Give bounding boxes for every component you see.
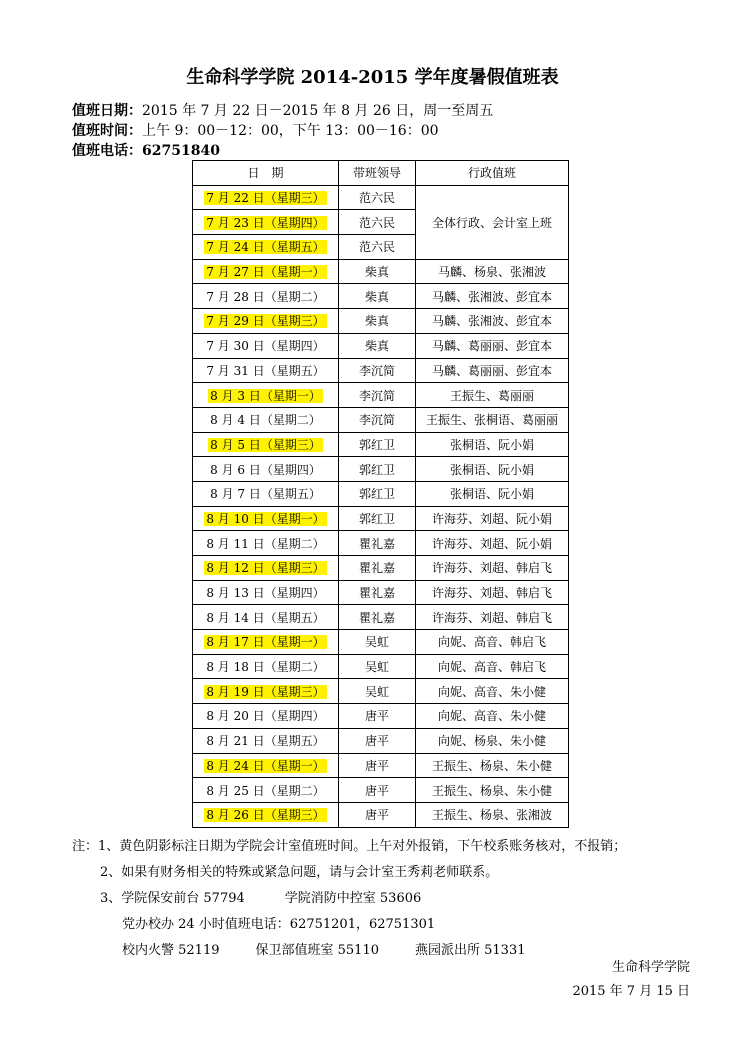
table-row <box>193 333 569 358</box>
leader-cell: 柴真 <box>339 259 416 284</box>
date-text: 8 月 11 日（星期二） <box>206 536 325 551</box>
date-cell <box>193 679 339 704</box>
table-row <box>193 284 569 309</box>
duty-cell: 向妮、高音、韩启飞 <box>416 630 569 655</box>
date-text: 8 月 3 日（星期一） <box>210 388 321 403</box>
leader-cell: 李沉简 <box>339 358 416 383</box>
date-cell <box>193 556 339 581</box>
duty-cell: 向妮、高音、朱小健 <box>416 704 569 729</box>
table-row <box>193 506 569 531</box>
duty-cell: 王振生、杨泉、朱小健 <box>416 753 569 778</box>
date-text: 7 月 27 日（星期一） <box>206 265 325 280</box>
table-row <box>193 704 569 729</box>
leader-cell: 柴真 <box>339 333 416 358</box>
leader-cell: 唐平 <box>339 802 416 827</box>
header-leader: 带班领导 <box>339 161 416 186</box>
date-cell <box>193 506 339 531</box>
date-cell <box>193 333 339 358</box>
date-text: 8 月 17 日（星期一） <box>206 635 325 650</box>
signature-date: 2015 年 7 月 15 日 <box>572 984 690 999</box>
date-text: 7 月 31 日（星期五） <box>206 363 325 378</box>
date-cell <box>193 605 339 630</box>
table-row <box>193 259 569 284</box>
table-row <box>193 654 569 679</box>
table-row <box>193 531 569 556</box>
date-cell <box>193 704 339 729</box>
note-5-police: 燕园派出所 51331 <box>415 943 526 958</box>
date-text: 7 月 23 日（星期四） <box>206 215 325 230</box>
table-row <box>193 309 569 334</box>
table-row <box>193 605 569 630</box>
duty-cell: 张桐语、阮小娟 <box>416 481 569 506</box>
table-row <box>193 358 569 383</box>
duty-cell: 向妮、杨泉、朱小健 <box>416 728 569 753</box>
date-cell <box>193 654 339 679</box>
date-text: 8 月 10 日（星期一） <box>206 511 325 526</box>
date-cell <box>193 383 339 408</box>
date-cell <box>193 284 339 309</box>
duty-cell: 向妮、高音、朱小健 <box>416 679 569 704</box>
duty-cell: 张桐语、阮小娟 <box>416 432 569 457</box>
date-text: 8 月 19 日（星期三） <box>206 684 325 699</box>
note-5-security-office: 保卫部值班室 55110 <box>255 943 379 958</box>
date-text: 8 月 25 日（星期二） <box>206 783 325 798</box>
duty-cell: 许海芬、刘超、韩启飞 <box>416 580 569 605</box>
duty-cell: 马麟、张湘波、彭宜本 <box>416 309 569 334</box>
date-cell <box>193 235 339 260</box>
date-text: 8 月 21 日（星期五） <box>206 734 325 749</box>
merged-duty-cell: 全体行政、会计室上班 <box>416 185 569 259</box>
table-row <box>193 802 569 827</box>
duty-cell: 马麟、杨泉、张湘波 <box>416 259 569 284</box>
duty-cell: 许海芬、刘超、韩启飞 <box>416 605 569 630</box>
date-text: 7 月 28 日（星期二） <box>206 289 325 304</box>
date-cell <box>193 481 339 506</box>
duty-phone: 值班电话：62751840 <box>72 143 220 159</box>
leader-cell: 柴真 <box>339 284 416 309</box>
date-cell <box>193 531 339 556</box>
date-cell <box>193 630 339 655</box>
note-2: 2、如果有财务相关的特殊或紧急问题，请与会计室王秀莉老师联系。 <box>100 865 499 880</box>
duty-cell: 许海芬、刘超、阮小娟 <box>416 506 569 531</box>
leader-cell: 李沉简 <box>339 407 416 432</box>
date-text: 7 月 22 日（星期三） <box>206 191 325 206</box>
date-text: 8 月 20 日（星期四） <box>206 709 325 724</box>
leader-cell: 唐平 <box>339 704 416 729</box>
leader-cell: 李沉简 <box>339 383 416 408</box>
date-text: 8 月 24 日（星期一） <box>206 758 325 773</box>
duty-cell: 张桐语、阮小娟 <box>416 457 569 482</box>
table-row <box>193 185 569 210</box>
table-row <box>193 728 569 753</box>
table-row <box>193 556 569 581</box>
leader-cell: 唐平 <box>339 753 416 778</box>
page-title: 生命科学学院 2014-2015 学年度暑假值班表 <box>186 67 559 88</box>
date-text: 8 月 5 日（星期三） <box>210 437 321 452</box>
notes <box>72 834 626 964</box>
table-row <box>193 432 569 457</box>
table-header-row <box>193 161 569 186</box>
leader-cell: 范六民 <box>339 235 416 260</box>
duty-dates: 值班日期：2015 年 7 月 22 日－2015 年 8 月 26 日，周一至周五 <box>72 103 494 119</box>
note-5-fire: 校内火警 52119 <box>122 943 220 958</box>
leader-cell: 瞿礼嘉 <box>339 531 416 556</box>
note-3 <box>72 886 626 912</box>
leader-cell: 范六民 <box>339 185 416 210</box>
date-cell <box>193 358 339 383</box>
date-text: 8 月 7 日（星期五） <box>210 487 321 502</box>
table-row <box>193 383 569 408</box>
date-text: 7 月 29 日（星期三） <box>206 314 325 329</box>
note-1: 注：1、黄色阴影标注日期为学院会计室值班时间。上午对外报销，下午校系账务核对，不报销； <box>72 839 627 854</box>
date-cell <box>193 802 339 827</box>
duty-cell: 王振生、杨泉、张湘波 <box>416 802 569 827</box>
date-text: 8 月 4 日（星期二） <box>210 413 321 428</box>
leader-cell: 唐平 <box>339 728 416 753</box>
date-text: 8 月 6 日（星期四） <box>210 462 321 477</box>
duty-cell: 马麟、葛丽丽、彭宜本 <box>416 333 569 358</box>
leader-cell: 柴真 <box>339 309 416 334</box>
date-cell <box>193 259 339 284</box>
table-row <box>193 753 569 778</box>
duty-cell: 许海芬、刘超、韩启飞 <box>416 556 569 581</box>
date-cell <box>193 728 339 753</box>
leader-cell: 吴虹 <box>339 654 416 679</box>
date-cell <box>193 185 339 210</box>
duty-cell: 马麟、张湘波、彭宜本 <box>416 284 569 309</box>
note-4: 党办校办 24 小时值班电话：62751201，62751301 <box>122 917 436 932</box>
leader-cell: 郭红卫 <box>339 481 416 506</box>
leader-cell: 瞿礼嘉 <box>339 605 416 630</box>
leader-cell: 唐平 <box>339 778 416 803</box>
table-row <box>193 457 569 482</box>
date-text: 7 月 30 日（星期四） <box>206 339 325 354</box>
signature-org: 生命科学学院 <box>611 960 690 975</box>
date-text: 8 月 14 日（星期五） <box>206 610 325 625</box>
duty-table <box>192 160 569 828</box>
date-cell <box>193 407 339 432</box>
note-3-security: 3、学院保安前台 57794 <box>100 891 245 906</box>
date-cell <box>193 210 339 235</box>
date-text: 8 月 26 日（星期三） <box>206 808 325 823</box>
table-row <box>193 481 569 506</box>
date-cell <box>193 753 339 778</box>
duty-cell: 王振生、张桐语、葛丽丽 <box>416 407 569 432</box>
note-5 <box>72 938 626 964</box>
leader-cell: 郭红卫 <box>339 457 416 482</box>
date-cell <box>193 457 339 482</box>
duty-cell: 许海芬、刘超、阮小娟 <box>416 531 569 556</box>
duty-cell: 马麟、葛丽丽、彭宜本 <box>416 358 569 383</box>
date-cell <box>193 580 339 605</box>
date-text: 7 月 24 日（星期五） <box>206 240 325 255</box>
leader-cell: 范六民 <box>339 210 416 235</box>
duty-cell: 王振生、杨泉、朱小健 <box>416 778 569 803</box>
table-row <box>193 630 569 655</box>
date-text: 8 月 18 日（星期二） <box>206 660 325 675</box>
leader-cell: 瞿礼嘉 <box>339 580 416 605</box>
leader-cell: 吴虹 <box>339 679 416 704</box>
table-row <box>193 580 569 605</box>
leader-cell: 吴虹 <box>339 630 416 655</box>
table-body <box>193 185 569 827</box>
table-row <box>193 407 569 432</box>
date-cell <box>193 432 339 457</box>
header-date: 日 期 <box>193 161 339 186</box>
table-row <box>193 778 569 803</box>
header-duty: 行政值班 <box>416 161 569 186</box>
date-cell <box>193 778 339 803</box>
date-cell <box>193 309 339 334</box>
note-3-fire-control: 学院消防中控室 53606 <box>284 891 422 906</box>
leader-cell: 郭红卫 <box>339 506 416 531</box>
duty-cell: 向妮、高音、韩启飞 <box>416 654 569 679</box>
duty-hours: 值班时间：上午 9：00－12：00，下午 13：00－16：00 <box>72 123 439 139</box>
date-text: 8 月 12 日（星期三） <box>206 561 325 576</box>
leader-cell: 郭红卫 <box>339 432 416 457</box>
duty-cell: 王振生、葛丽丽 <box>416 383 569 408</box>
table-row <box>193 679 569 704</box>
leader-cell: 瞿礼嘉 <box>339 556 416 581</box>
date-text: 8 月 13 日（星期四） <box>206 586 325 601</box>
